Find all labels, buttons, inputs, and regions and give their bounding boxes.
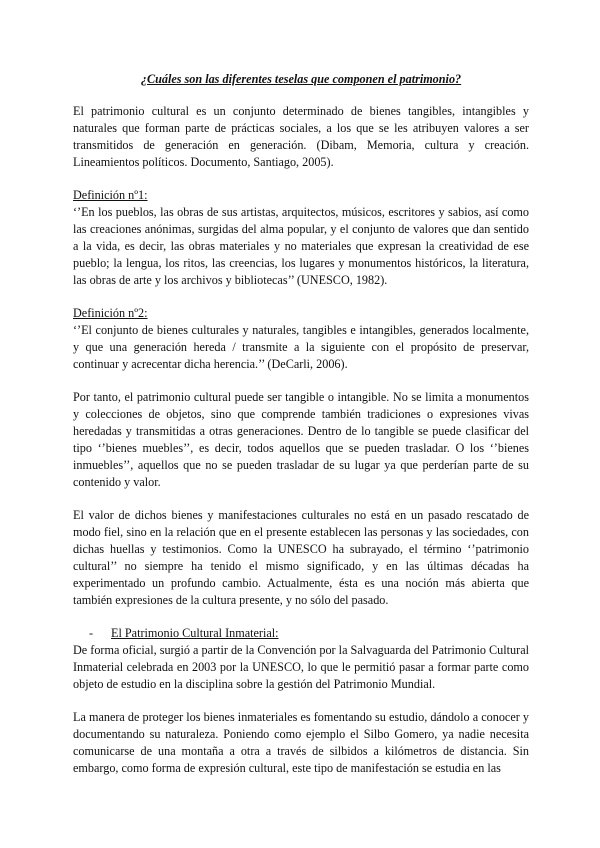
inmaterial-heading-item	[73, 625, 529, 642]
bullet-dash: -	[89, 626, 94, 640]
definition-2-heading: Definición nº2:	[73, 306, 148, 320]
silbo-paragraph: La manera de proteger los bienes inmateriales es fomentando su estudio, dándolo a conocer y documentando su naturaleza. Poniendo como ejemplo el Silbo Gomero, ya nadie necesita comunicarse de una montaña a otra a través de silbidos a kilómetros de distancia. Sin embargo, como forma de expresión cultural, este tipo de manifestación se estudia en las	[73, 710, 529, 775]
definition-1-heading: Definición nº1:	[73, 188, 148, 202]
definition-2-text: ‘’El conjunto de bienes culturales y naturales, tangibles e intangibles, generados localmente, y que una generación hereda / transmite a la siguiente con el propósito de preservar, continuar y acrecentar dicha herencia.’’ (DeCarli, 2006).	[73, 323, 529, 371]
inmaterial-heading: El Patrimonio Cultural Inmaterial:	[111, 626, 279, 640]
document-title: ¿Cuáles son las diferentes teselas que componen el patrimonio?	[140, 72, 462, 86]
intro-paragraph: El patrimonio cultural es un conjunto determinado de bienes tangibles, intangibles y naturales que forman parte de prácticas sociales, a los que se les atribuyen valores a ser transmitidos de generación en generación. (Dibam, Memoria, cultura y creación. Lineamientos políticos. Documento, Santiago, 2005).	[73, 104, 529, 169]
definition-1-text: ‘’En los pueblos, las obras de sus artistas, arquitectos, músicos, escritores y sabios, así como las creaciones anónimas, surgidas del alma popular, y el conjunto de valores que dan sentido a la vida, es decir, las obras materiales y no materiales que expresan la creatividad de ese pueblo; la lengua, los ritos, las creencias, los lugares y monumentos históricos, la literatura, las obras de arte y los archivos y bibliotecas’’ (UNESCO, 1982).	[73, 205, 529, 287]
tangible-paragraph: Por tanto, el patrimonio cultural puede ser tangible o intangible. No se limita a monumentos y colecciones de objetos, sino que comprende también tradiciones o expresiones vivas heredadas y transmitidas a otras generaciones. Dentro de lo tangible se puede clasificar del tipo ‘’bienes muebles’’, es decir, todos aquellos que se pueden trasladar. O los ‘’bienes inmuebles’’, aquellos que no se pueden trasladar de su lugar ya que perderían parte de su contenido y valor.	[73, 390, 529, 489]
valor-paragraph: El valor de dichos bienes y manifestaciones culturales no está en un pasado rescatado de modo fiel, sino en la relación que en el presente establecen las personas y las sociedades, con dichas huellas y testimonios. Como la UNESCO ha subrayado, el término ‘’patrimonio cultural’’ no siempre ha tenido el mismo significado, y en las últimas décadas ha experimentado un profundo cambio. Actualmente, ésta es una noción más abierta que también expresiones de la cultura presente, y no sólo del pasado.	[73, 508, 529, 607]
inmaterial-paragraph: De forma oficial, surgió a partir de la Convención por la Salvaguarda del Patrimonio Cultural Inmaterial celebrada en 2003 por la UNESCO, lo que le permitió pasar a formar parte como objeto de estudio en la disciplina sobre la gestión del Patrimonio Mundial.	[73, 643, 529, 691]
